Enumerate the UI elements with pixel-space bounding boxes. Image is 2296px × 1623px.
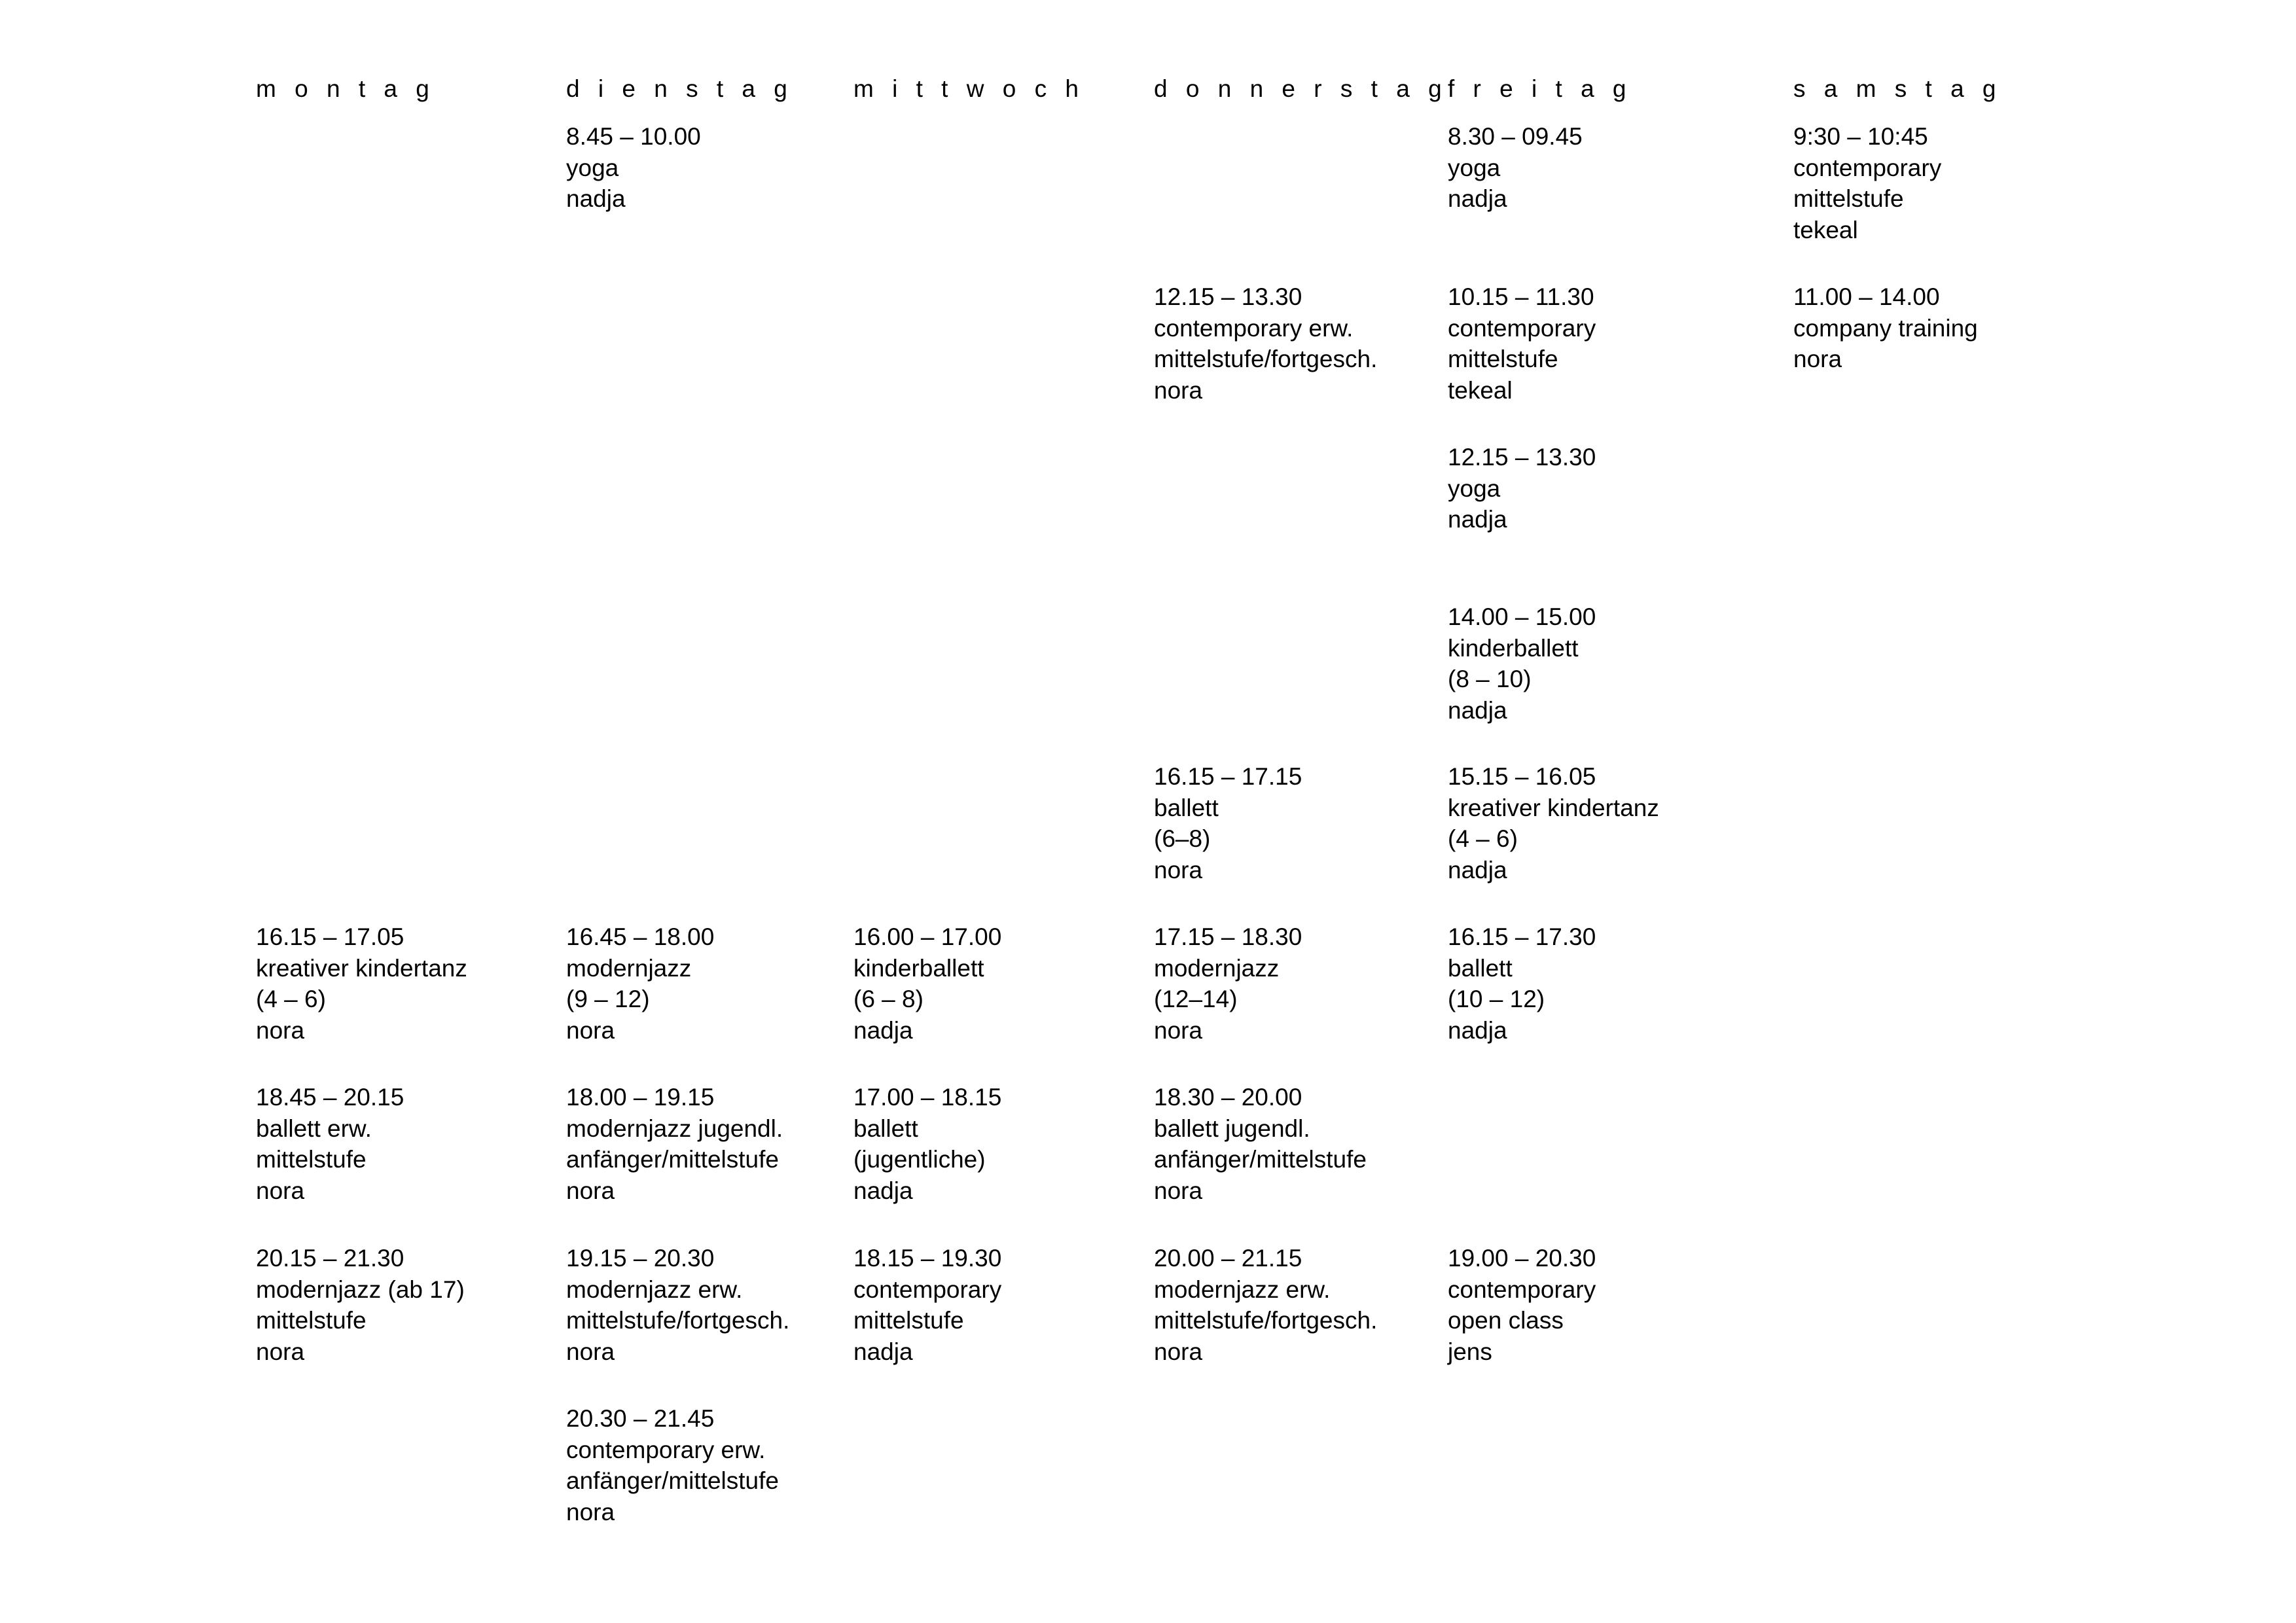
class-detail: anfänger/mittelstufe	[566, 1146, 779, 1173]
class-entry-freitag-7	[1448, 1243, 1596, 1367]
class-teacher: jens	[1448, 1338, 1492, 1365]
class-detail: mittelstufe/fortgesch.	[566, 1307, 790, 1334]
class-teacher: nora	[566, 1498, 615, 1525]
class-teacher: nadja	[1448, 696, 1507, 724]
class-entry-dienstag-2	[566, 921, 714, 1046]
class-teacher: nadja	[853, 1338, 913, 1365]
class-title: contemporary	[1793, 154, 1942, 181]
class-entry-donnerstag-2	[1154, 761, 1302, 885]
class-entry-donnerstag-5	[1154, 1243, 1377, 1367]
class-entry-montag-2	[256, 1082, 404, 1206]
class-teacher: tekeal	[1793, 216, 1858, 243]
class-title: modernjazz jugendl.	[566, 1115, 783, 1142]
class-detail: (10 – 12)	[1448, 986, 1545, 1012]
class-title: company training	[1793, 314, 1978, 342]
class-time: 16.15 – 17.05	[256, 923, 404, 950]
class-detail: (6–8)	[1154, 825, 1211, 852]
class-time: 8.45 – 10.00	[566, 123, 701, 150]
class-entry-donnerstag-1	[1154, 281, 1377, 406]
class-time: 10.15 – 11.30	[1448, 283, 1594, 310]
class-detail: mittelstufe	[256, 1146, 367, 1173]
class-teacher: nora	[566, 1016, 615, 1044]
day-header-samstag: s a m s t a g	[1793, 75, 2002, 102]
class-teacher: nora	[1154, 1338, 1203, 1365]
class-teacher: nora	[1154, 1177, 1203, 1204]
class-title: ballett jugendl.	[1154, 1115, 1310, 1142]
class-time: 16.15 – 17.15	[1154, 763, 1302, 790]
class-title: modernjazz	[566, 954, 692, 982]
class-teacher: nora	[256, 1338, 305, 1365]
class-detail: anfänger/mittelstufe	[1154, 1146, 1367, 1173]
class-teacher: nadja	[1448, 185, 1507, 212]
class-teacher: nora	[256, 1016, 305, 1044]
class-time: 8.30 – 09.45	[1448, 123, 1583, 150]
class-time: 17.15 – 18.30	[1154, 923, 1302, 950]
class-title: contemporary erw.	[1154, 314, 1354, 342]
class-title: modernjazz erw.	[1154, 1275, 1331, 1303]
class-detail: anfänger/mittelstufe	[566, 1467, 779, 1494]
class-detail: mittelstufe	[1448, 346, 1558, 372]
class-time: 9:30 – 10:45	[1793, 123, 1928, 150]
class-time: 18.00 – 19.15	[566, 1084, 715, 1111]
class-title: contemporary	[1448, 314, 1596, 342]
class-teacher: nadja	[1448, 856, 1507, 883]
class-entry-montag-1	[256, 921, 467, 1046]
day-header-dienstag: d i e n s t a g	[566, 75, 793, 102]
class-title: modernjazz	[1154, 954, 1280, 982]
class-entry-freitag-4	[1448, 601, 1596, 726]
class-teacher: nora	[566, 1338, 615, 1365]
class-entry-mittwoch-1	[853, 921, 1001, 1046]
class-title: yoga	[1448, 474, 1501, 502]
class-time: 14.00 – 15.00	[1448, 603, 1596, 630]
class-entry-mittwoch-3	[853, 1243, 1001, 1367]
day-header-freitag: f r e i t a g	[1448, 75, 1632, 102]
class-detail: open class	[1448, 1307, 1564, 1334]
class-title: ballett	[1448, 954, 1513, 982]
class-entry-dienstag-1	[566, 121, 701, 215]
class-entry-samstag-1	[1793, 121, 1941, 245]
class-time: 18.30 – 20.00	[1154, 1084, 1302, 1111]
class-entry-freitag-6	[1448, 921, 1596, 1046]
class-entry-freitag-5	[1448, 761, 1659, 885]
class-time: 18.15 – 19.30	[853, 1245, 1002, 1272]
class-title: modernjazz (ab 17)	[256, 1275, 465, 1303]
class-teacher: nadja	[1448, 506, 1507, 533]
class-teacher: tekeal	[1448, 376, 1513, 404]
class-teacher: nora	[1793, 346, 1842, 372]
day-header-mittwoch: m i t t w o c h	[853, 75, 1085, 102]
class-time: 18.45 – 20.15	[256, 1084, 404, 1111]
class-title: modernjazz erw.	[566, 1275, 743, 1303]
class-entry-donnerstag-3	[1154, 921, 1302, 1046]
class-time: 16.15 – 17.30	[1448, 923, 1596, 950]
class-teacher: nadja	[566, 185, 626, 212]
class-entry-montag-3	[256, 1243, 465, 1367]
class-detail: (4 – 6)	[256, 986, 326, 1012]
class-time: 19.15 – 20.30	[566, 1245, 715, 1272]
class-title: ballett erw.	[256, 1115, 372, 1142]
class-time: 20.00 – 21.15	[1154, 1245, 1302, 1272]
class-time: 16.00 – 17.00	[853, 923, 1002, 950]
class-detail: mittelstufe	[1793, 185, 1904, 212]
class-title: contemporary	[1448, 1275, 1596, 1303]
class-detail: mittelstufe	[853, 1307, 964, 1334]
class-teacher: nadja	[853, 1177, 913, 1204]
class-time: 16.45 – 18.00	[566, 923, 715, 950]
class-teacher: nadja	[1448, 1016, 1507, 1044]
class-entry-mittwoch-2	[853, 1082, 1001, 1206]
class-time: 15.15 – 16.05	[1448, 763, 1596, 790]
class-time: 20.15 – 21.30	[256, 1245, 404, 1272]
class-entry-dienstag-3	[566, 1082, 783, 1206]
class-detail: (9 – 12)	[566, 986, 650, 1012]
class-detail: (6 – 8)	[853, 986, 924, 1012]
class-title: yoga	[566, 154, 619, 181]
class-entry-donnerstag-4	[1154, 1082, 1367, 1206]
class-time: 11.00 – 14.00	[1793, 283, 1940, 310]
class-title: kreativer kindertanz	[256, 954, 467, 982]
class-teacher: nora	[256, 1177, 305, 1204]
class-entry-dienstag-4	[566, 1243, 789, 1367]
day-header-donnerstag: d o n n e r s t a g	[1154, 75, 1448, 102]
class-time: 12.15 – 13.30	[1448, 444, 1596, 471]
class-detail: mittelstufe/fortgesch.	[1154, 346, 1378, 372]
class-title: ballett	[1154, 794, 1219, 821]
class-detail: (4 – 6)	[1448, 825, 1518, 852]
class-title: ballett	[853, 1115, 918, 1142]
class-teacher: nora	[1154, 376, 1203, 404]
class-detail: (jugentliche)	[853, 1146, 986, 1173]
class-entry-freitag-2	[1448, 281, 1596, 406]
class-detail: (8 – 10)	[1448, 666, 1532, 692]
class-teacher: nadja	[853, 1016, 913, 1044]
class-teacher: nora	[1154, 856, 1203, 883]
class-title: kinderballett	[853, 954, 984, 982]
class-time: 19.00 – 20.30	[1448, 1245, 1596, 1272]
class-title: kreativer kindertanz	[1448, 794, 1659, 821]
class-detail: (12–14)	[1154, 986, 1238, 1012]
class-entry-freitag-1	[1448, 121, 1583, 215]
class-time: 17.00 – 18.15	[853, 1084, 1002, 1111]
day-header-montag: m o n t a g	[256, 75, 435, 102]
class-teacher: nora	[1154, 1016, 1203, 1044]
class-title: yoga	[1448, 154, 1501, 181]
class-time: 20.30 – 21.45	[566, 1405, 715, 1432]
class-title: contemporary	[853, 1275, 1002, 1303]
class-detail: mittelstufe	[256, 1307, 367, 1334]
class-teacher: nora	[566, 1177, 615, 1204]
class-time: 12.15 – 13.30	[1154, 283, 1302, 310]
class-entry-samstag-2	[1793, 281, 1978, 375]
class-title: contemporary erw.	[566, 1436, 766, 1463]
class-title: kinderballett	[1448, 634, 1579, 662]
class-entry-freitag-3	[1448, 442, 1596, 535]
class-entry-dienstag-5	[566, 1403, 779, 1527]
class-detail: mittelstufe/fortgesch.	[1154, 1307, 1378, 1334]
